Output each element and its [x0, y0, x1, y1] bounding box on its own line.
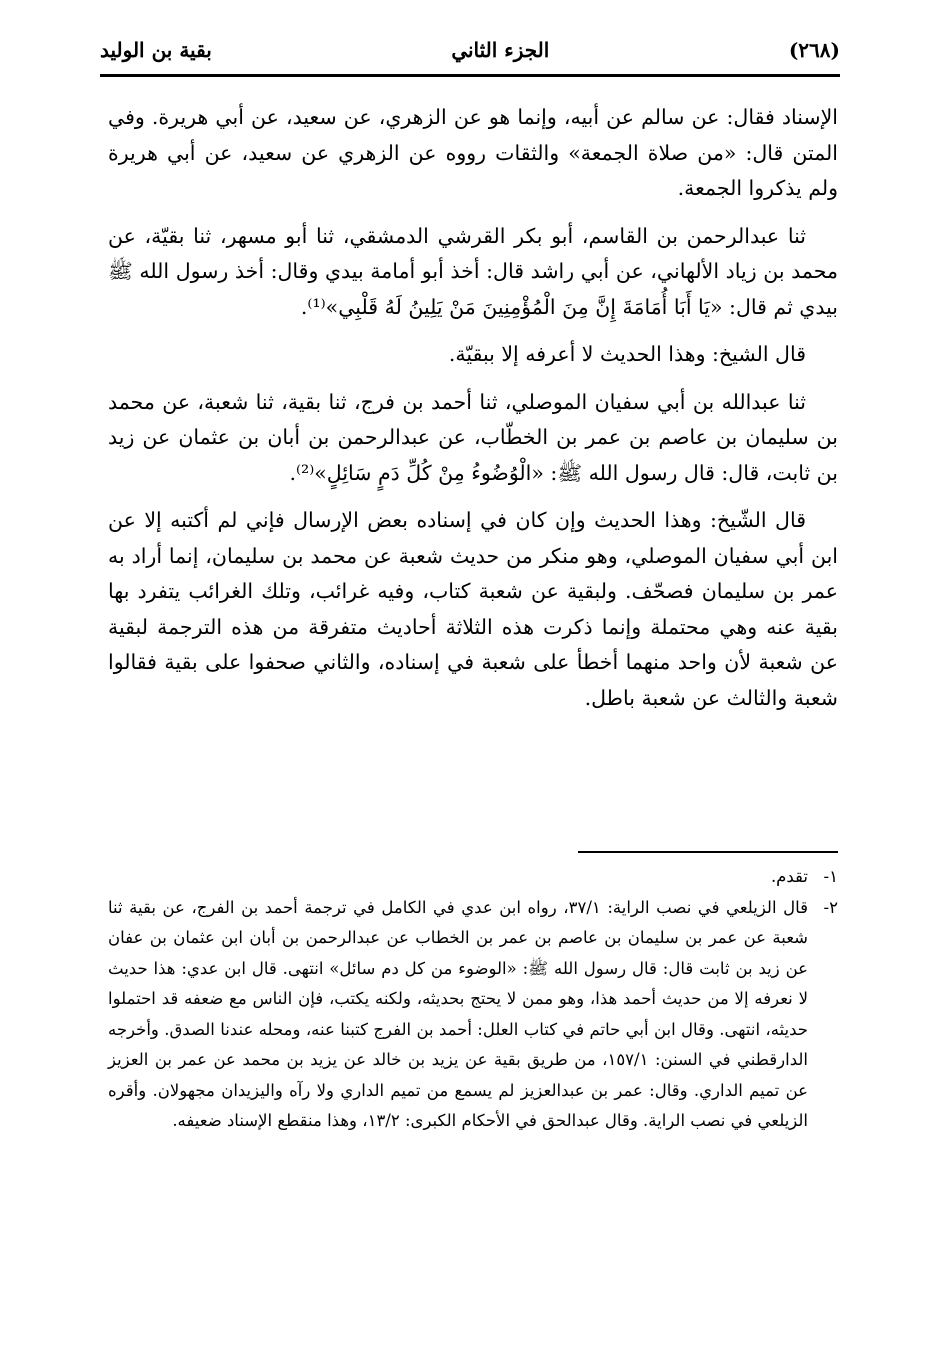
- paragraph: ثنا عبدالله بن أبي سفيان الموصلي، ثنا أحمد بن فرج، ثنا بقية، ثنا شعبة، عن محمد بن سليمان بن عاصم بن عمر بن الخطّاب، عن عبدالرحمن بن أبان بن عثمان عن زيد بن ثابت، قال: قال رسول الله ﷺ: «الْوُضُوءُ مِنْ كُلِّ دَمٍ سَائِلٍ»⁽²⁾.: [108, 389, 838, 485]
- paragraph: قال الشيخ: وهذا الحديث لا أعرفه إلا ببقيّة.: [448, 342, 806, 366]
- footnote-number: ١-: [823, 867, 838, 886]
- part-title: الجزء الثاني: [451, 38, 550, 62]
- paragraph: الإسناد فقال: عن سالم عن أبيه، وإنما هو عن الزهري، عن سعيد، عن أبي هريرة. وفي المتن قال: «من صلاة الجمعة» والثقات رووه عن الزهري عن سعيد، عن أبي هريرة ولم يذكروا الجمعة.: [108, 105, 838, 200]
- footnote-rule: [578, 851, 838, 853]
- footnote-text: تقدم.: [770, 867, 808, 886]
- footnote: [108, 893, 838, 1137]
- section-title: بقية بن الوليد: [100, 38, 212, 62]
- page-number: (٢٦٨): [788, 38, 840, 62]
- footnote-number: ٢-: [823, 897, 838, 917]
- header-rule: [100, 74, 840, 77]
- main-text: [108, 100, 838, 728]
- paragraph: ثنا عبدالرحمن بن القاسم، أبو بكر القرشي الدمشقي، ثنا أبو مسهر، ثنا بقيّة، عن محمد بن زياد الألهاني، عن أبي راشد قال: أخذ أبو أمامة بيدي وقال: أخذ رسول الله ﷺ بيدي ثم قال: «يَا أَبَا أُمَامَةَ إِنَّ مِنَ الْمُؤْمِنِينَ مَنْ يَلِينُ لَهُ قَلْبِي»⁽¹⁾.: [108, 223, 838, 319]
- footnotes: [108, 862, 838, 1137]
- footnote-text: قال الزيلعي في نصب الراية: ٣٧/١، رواه ابن عدي في الكامل في ترجمة أحمد بن الفرج، عن بقية ثنا شعبة عن عمر بن سليمان بن عاصم بن عمر بن الخطاب عن عبدالرحمن بن أبان ابن عثمان بن عفان عن زيد بن ثابت قال: قال رسول الله ﷺ: «الوضوء من كل دم سائل» انتهى. قال ابن عدي: هذا حديث لا نعرفه إلا من حديث أحمد هذا، وهو ممن لا يحتج بحديثه، ولكنه يكتب، فإن الناس مع ضعفه قد احتملوا حديثه، انتهى. وقال ابن أبي حاتم في كتاب العلل: أحمد بن الفرج كتبنا عنه، ومحله عندنا الصدق. وأخرجه الدارقطني في السنن: ١٥٧/١، من طريق بقية عن يزيد بن خالد عن يزيد بن محمد عن عمر بن العزيز عن تميم الداري. وقال: عمر بن عبدالعزيز لم يسمع من تميم الداري ولا رآه واليزيدان مجهولان. وأقره الزيلعي في نصب الراية. وقال عبدالحق في الأحكام الكبرى: ١٣/٢، وهذا منقطع الإسناد ضعيفه.: [108, 897, 809, 1130]
- footnote: [108, 862, 838, 893]
- paragraph: قال الشّيخ: وهذا الحديث وإن كان في إسناده بعض الإرسال فإني لم أكتبه إلا عن ابن أبي سفيان الموصلي، وهو منكر من حديث شعبة عن محمد بن سليمان، إنما أراد به عمر بن سليمان فصحّف. ولبقية عن شعبة كتاب، وفيه غرائب، وتلك الغرائب يتفرد بها بقية عنه وهي محتملة وإنما ذكرت هذه الثلاثة أحاديث متفرقة من هذه الترجمة لبقية عن شعبة لأن واحد منهما أخطأ على شعبة في إسناده، والثاني صحفوا على بقية فقالوا شعبة والثالث عن شعبة باطل.: [108, 508, 838, 710]
- page-header: [100, 28, 840, 72]
